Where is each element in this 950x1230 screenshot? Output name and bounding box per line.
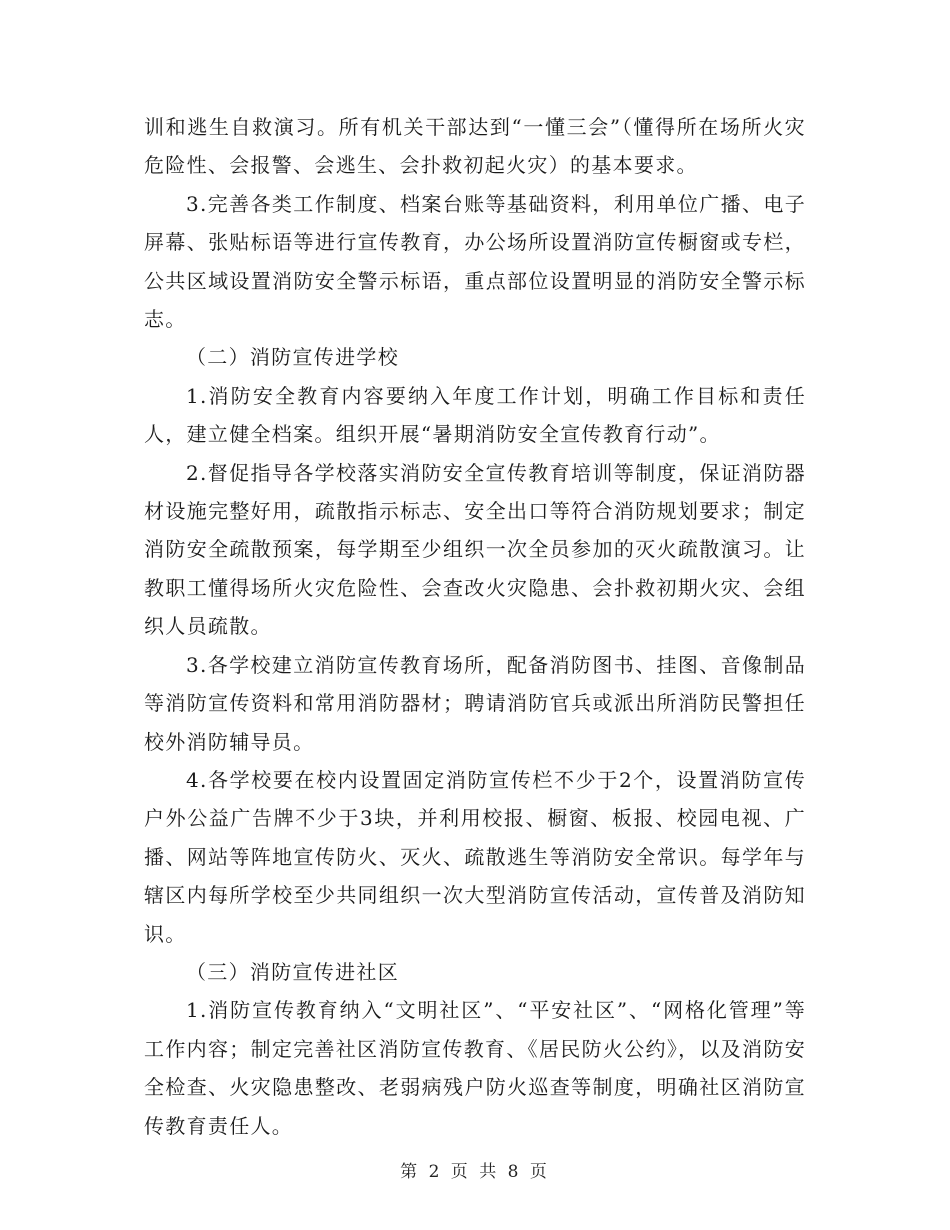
paragraph-community-item-1: 1.消防宣传教育纳入“文明社区”、“平安社区”、“网格化管理”等工作内容；制定完善社区消防宣传教育、《居民防火公约》，以及消防安全检查、火灾隐患整改、老弱病残户防火巡查等制度，明确社区消防宣传教育责任人。 <box>144 998 806 1138</box>
page-number-footer: 第 2 页 共 8 页 <box>400 1162 550 1182</box>
paragraph-item-3: 3.完善各类工作制度、档案台账等基础资料，利用单位广播、电子屏幕、张贴标语等进行宣传教育，办公场所设置消防宣传橱窗或专栏，公共区域设置消防安全警示标语，重点部位设置明显的消防安全警示标志。 <box>144 191 806 332</box>
paragraph-school-item-1: 1.消防安全教育内容要纳入年度工作计划，明确工作目标和责任人，建立健全档案。组织开展“暑期消防安全宣传教育行动”。 <box>144 383 806 447</box>
paragraph-school-item-3: 3.各学校建立消防宣传教育场所，配备消防图书、挂图、音像制品等消防宣传资料和常用消防器材；聘请消防官兵或派出所消防民警担任校外消防辅导员。 <box>144 652 806 754</box>
paragraph-school-item-4: 4.各学校要在校内设置固定消防宣传栏不少于2个，设置消防宣传户外公益广告牌不少于3块，并利用校报、橱窗、板报、校园电视、广播、网站等阵地宣传防火、灭火、疏散逃生等消防安全常识。每学年与辖区内每所学校至少共同组织一次大型消防宣传活动，宣传普及消防知识。 <box>144 767 806 946</box>
section-heading-schools: （二）消防宣传进学校 <box>186 345 399 370</box>
section-heading-community: （三）消防宣传进社区 <box>186 959 399 984</box>
paragraph-school-item-2: 2.督促指导各学校落实消防安全宣传教育培训等制度，保证消防器材设施完整好用，疏散指示标志、安全出口等符合消防规划要求；制定消防安全疏散预案，每学期至少组织一次全员参加的灭火疏散演习。让教职工懂得场所火灾危险性、会查改火灾隐患、会扑救初期火灾、会组织人员疏散。 <box>144 460 806 639</box>
paragraph-continuation: 训和逃生自救演习。所有机关干部达到“一懂三会”（懂得所在场所火灾危险性、会报警、会逃生、会扑救初起火灾）的基本要求。 <box>144 115 806 178</box>
document-body <box>144 108 806 1145</box>
